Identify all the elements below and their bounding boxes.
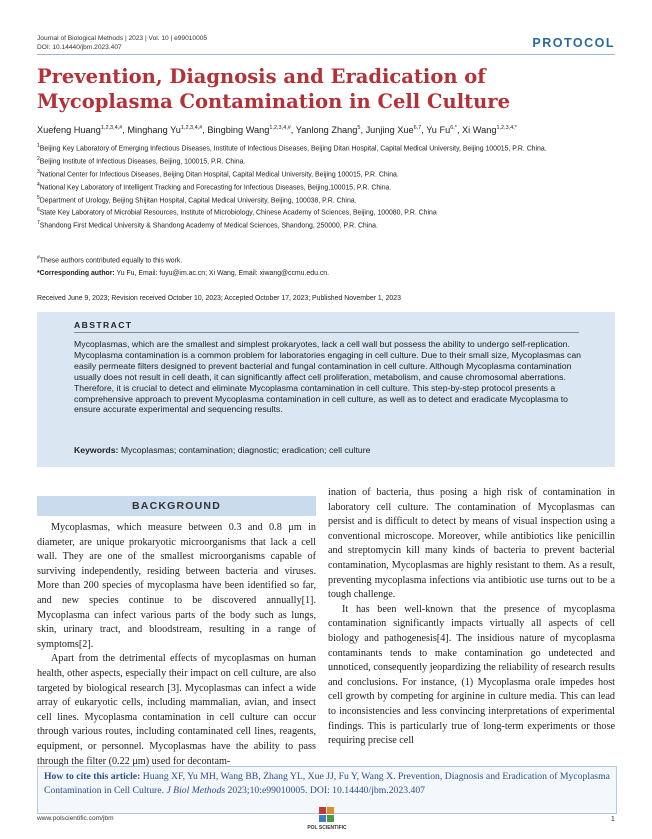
body-column-right: [328, 486, 615, 749]
keywords: Keywords: Mycoplasmas; contamination; diagnostic; eradication; cell culture: [74, 445, 371, 455]
publisher-name: POL SCIENTIFIC: [307, 825, 347, 831]
journal-info: [37, 34, 207, 52]
equal-contribution-note: #These authors contributed equally to this work.: [37, 255, 183, 265]
paragraph: Apart from the detrimental effects of mycoplasmas on human health, other aspects, especially their impact on cell culture, are also targeted by biological research [3]. Mycoplasmas can infect a wide array of eukaryotic cells, including mammalian, avian, and insect cell lines. Mycoplasma contamination in cell culture can occur through various routes, including contaminated cell lines, reagents, equipment, or personnel. Mycoplasmas have the ability to pass through the filter (0.22 μm) used for decontam-: [37, 653, 316, 767]
body-column-left: [37, 521, 316, 769]
article-title: Prevention, Diagnosis and Eradication of Mycoplasma Contamination in Cell Culture: [37, 65, 510, 113]
corresponding-emails[interactable]: Yu Fu, Email: fuyu@im.ac.cn; Xi Wang, Email: xiwang@ccmu.edu.cn.: [116, 270, 330, 277]
author-list: Xuefeng Huang$^{1,2,3,4,\#}$, Minghang $Yu^{1,2,3,4,\#}$, Bingbing Wang$^{1,2,3,4,\#}$, Yanlong Zhang$^5$, Junjing Xue$^{6,7}$, Yu $Fu^{6,*}$, Xi Wang$^{1,2,3,4,*}$: [37, 125, 517, 136]
author[interactable]: Minghang $Yu^{1,2,3,4,\#}$: [127, 125, 203, 136]
journal-line: Journal of Biological Methods | 2023 | Vol. 10 | e99010005: [37, 35, 208, 42]
header-divider: [37, 54, 615, 55]
paragraph: ination of bacteria, thus posing a high risk of contamination in laboratory cell culture. The contamination of Mycoplasmas can persist and is difficult to detect by means of visual inspection using a conventional microscope. Moreover, while antibiotics like penicillin and streptomycin kill many kinds of bacteria to prevent bacterial contamination, Mycoplasmas are highly resistant to them. As a result, preventing mycoplasma infections via antibiotic use turns out to be a tough challenge.: [328, 487, 615, 601]
publisher-logo: [302, 806, 352, 834]
abstract-divider: [74, 332, 579, 333]
article-type: PROTOCOL: [532, 36, 615, 50]
author[interactable]: Xi Wang$^{1,2,3,4,*}$: [462, 125, 517, 136]
author[interactable]: Xuefeng Huang$^{1,2,3,4,\#}$: [37, 125, 123, 136]
background-heading: BACKGROUND: [37, 496, 316, 516]
affiliation: $^5$Department of Urology, Beijing Shijitan Hospital, Capital Medical University, Beijing, 100038, P.R. China.: [37, 194, 357, 204]
page-number: 1: [610, 814, 615, 823]
affiliation: $^3$National Center for Infectious Diseases, Beijing Ditan Hospital, Capital Medical University, Beijing 100015, P.R. China.: [37, 168, 399, 179]
affiliations: [37, 142, 622, 232]
abstract-heading: ABSTRACT: [74, 320, 133, 330]
footer-url[interactable]: www.polscientific.com/jbm: [37, 815, 114, 822]
affiliation: $^1$Beijing Key Laboratory of Emerging Infectious Diseases, Institute of Infectious Diseases, Beijing Ditan Hospital, Capital Medical University, Beijing 100015, P.R. China.: [37, 143, 547, 153]
author[interactable]: Bingbing Wang$^{1,2,3,4,\#}$: [207, 125, 291, 136]
affiliation: $^4$National Key Laboratory of Intelligent Tracking and Forecasting for Infectious Diseases, Beijing,100015, P.R. China.: [37, 181, 392, 191]
citation-text: How to cite this article: Huang XF, Yu MH, Wang BB, Zhang YL, Xue JJ, Fu Y, Wang X. Prevention, Diagnosis and Eradication of Mycoplasma Contamination in Cell Culture. J Biol Methods 2023;10:e99010005. DOI: 10.14440/jbm.2023.407: [44, 771, 610, 796]
paragraph: It has been well-known that the presence of mycoplasma contamination significantly impacts virtually all aspects of cell biology and pathogenesis[4]. The insidious nature of mycoplasma contaminants tends to make contamination go undetected and unnoticed, consequently jeopardizing the reliability of research results and conclusions. For instance, (1) Mycoplasma orale impedes host cell growth by competing for arginine in culture media. This can lead to inconsistencies and less convincing interpretations of experimental findings. This is particularly true of long-term experiments or those requiring precise cell: [328, 603, 615, 747]
author[interactable]: Yanlong Zhang$^5$: [295, 125, 361, 136]
publication-dates: Received June 9, 2023; Revision received October 10, 2023; Accepted October 17, 2023; Published November 1, 2023: [37, 295, 401, 302]
corresponding-author: *Corresponding author: Yu Fu, Email: fuyu@im.ac.cn; Xi Wang, Email: xiwang@ccmu.edu.cn.: [37, 270, 330, 277]
author[interactable]: Yu $Fu^{6,*}$: [426, 125, 457, 136]
abstract-text: Mycoplasmas, which are the smallest and simplest prokaryotes, lack a cell wall but possess the ability to undergo self-replication. Mycoplasma contamination is a common problem for laboratories engaging in cell culture. Due to their small size, Mycoplasmas can easily permeate filters designed to prevent bacterial and fungal contamination in cell culture. Although Mycoplasma contamination usually does not result in cell death, it can significantly affect cell proliferation, metabolism, and cause chromosomal aberrations. Therefore, it is crucial to detect and eliminate Mycoplasma contamination in cell culture. This step-by-step protocol presents a comprehensive approach to prevent Mycoplasma contamination in cell culture, as well as to detect and eradicate Mycoplasma to ensure accurate experimental and sequencing results.: [74, 339, 581, 415]
doi-line: DOI: 10.14440/jbm.2023.407: [37, 44, 122, 51]
affiliation: $^7$Shandong First Medical University & Shandong Academy of Medical Sciences, Shandong, 250000, P.R. China.: [37, 220, 378, 230]
affiliation: $^6$State Key Laboratory of Microbial Resources, Institute of Microbiology, Chinese Academy of Sciences, Beijing, 100080, P.R. China: [37, 207, 437, 217]
affiliation: $^2$Beijing Institute of Infectious Diseases, Beijing, 100015, P.R. China.: [37, 155, 246, 166]
author[interactable]: Junjing Xue$^{6,7}$: [365, 125, 422, 136]
paragraph: Mycoplasmas, which measure between 0.3 and 0.8 μm in diameter, are unique prokaryotic microorganisms that lack a cell wall. They are one of the smallest microorganisms capable of surviving independently, residing between bacteria and viruses. More than 200 species of mycoplasma have been identified so far, and new species continue to be discovered annually[1]. Mycoplasma can infect various parts of the body such as lungs, skin, urinary tract, and bloodstream, resulting in a range of symptoms[2].: [37, 522, 316, 650]
